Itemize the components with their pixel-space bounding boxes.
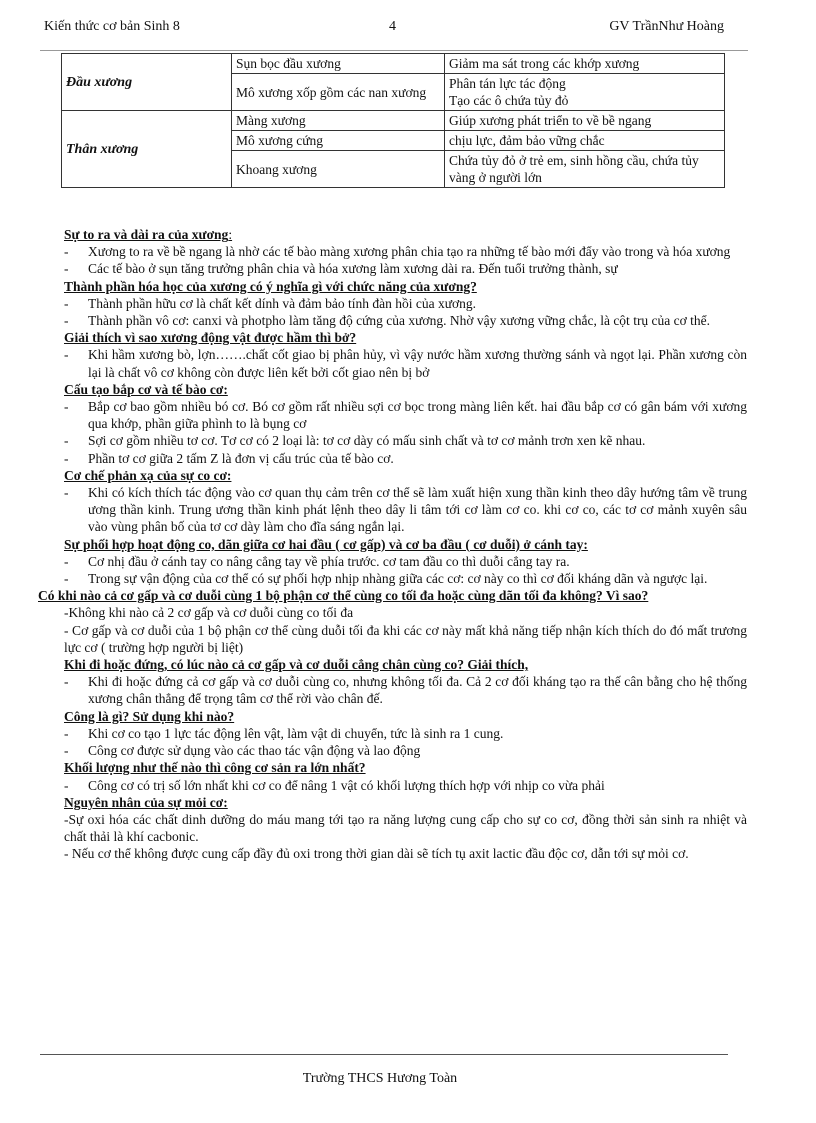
section-heading-text: Giải thích vì sao xương động vật được hầm thì bở? — [64, 330, 357, 346]
section-heading-text: Cơ chế phản xạ của sự co cơ: — [64, 467, 232, 483]
table-part-cell: Đầu xương — [62, 54, 232, 111]
list-item: - Công cơ được sử dụng vào các thao tác vận động và lao động — [64, 742, 747, 759]
section-heading — [64, 794, 747, 811]
page-number: 4 — [389, 19, 396, 34]
section-heading-text: Thành phần hóa học của xương có ý nghĩa gì với chức năng của xương? — [64, 278, 477, 294]
section-heading-text: Nguyên nhân của sự mỏi cơ: — [64, 794, 228, 810]
list-item: - Công cơ có trị số lớn nhất khi cơ co để nâng 1 vật có khối lượng thích hợp với nhịp co vừa phải — [64, 777, 747, 794]
table-function-cell: Chứa tủy đỏ ở trẻ em, sinh hồng cầu, chứa tủy vàng ở người lớn — [445, 151, 725, 188]
table-function-cell: Giảm ma sát trong các khớp xương — [445, 54, 725, 74]
section-heading-suffix: : — [228, 227, 233, 242]
section-heading-text: Công là gì? Sử dụng khi nào? — [64, 708, 235, 724]
bullet-list — [64, 243, 747, 277]
paragraph: - Cơ gấp và cơ duỗi của 1 bộ phận cơ thể cùng duỗi tối đa khi các cơ này mất khả năng tiếp nhận kích thích do đó mất trương lực cơ ( trường hợp người bị liệt) — [64, 622, 747, 655]
list-item: - Phần tơ cơ giữa 2 tấm Z là đơn vị cấu trúc của tế bào cơ. — [64, 450, 747, 467]
list-item: - Khi cơ co tạo 1 lực tác động lên vật, làm vật di chuyển, tức là sinh ra 1 cung. — [64, 725, 747, 742]
header-author: GV TrầnNhư Hoàng — [609, 19, 724, 34]
list-item: - Khi đi hoặc đứng cả cơ gấp và cơ duỗi cùng co, nhưng không tối đa. Cả 2 cơ đối kháng tạo ra thế cân bằng cho hệ thống xương chân thẳng để trọng tâm cơ thể rời vào chân đế. — [64, 673, 747, 707]
page-footer: Trường THCS Hương Toàn — [302, 1071, 458, 1086]
table-function-cell: chịu lực, đảm bảo vững chắc — [445, 131, 725, 151]
table-component-cell: Mô xương xốp gồm các nan xương — [232, 74, 445, 111]
section-heading-text: Sự to ra và dài ra của xương — [64, 227, 229, 242]
footer-divider — [40, 1054, 728, 1055]
bullet-list — [64, 553, 747, 587]
table-component-cell: Màng xương — [232, 111, 445, 131]
table-function-cell: Phân tán lực tác động Tạo các ô chứa tủy đỏ — [445, 74, 725, 111]
section-heading — [38, 587, 747, 604]
section-heading-text: Cấu tạo bắp cơ và tế bào cơ: — [64, 381, 228, 397]
list-item: - Khi có kích thích tác động vào cơ quan thụ cảm trên cơ thể sẽ làm xuất hiện xung thần kinh theo dây hướng tâm về trung ương thần kinh. Trung ương thần kinh phát lệnh theo dây li tâm tới cơ làm cơ co. khi cơ co, các tơ cơ mảnh xuyên sâu vào vùng phân bố của tơ cơ dày làm cho đĩa sáng ngắn lại. — [64, 484, 747, 536]
list-item: - Trong sự vận động của cơ thể có sự phối hợp nhịp nhàng giữa các cơ: cơ này co thì cơ đối kháng dãn và ngược lại. — [64, 570, 747, 587]
page-content — [38, 226, 747, 863]
section-heading — [64, 656, 747, 673]
header-title: Kiến thức cơ bản Sinh 8 — [44, 19, 180, 34]
table-component-cell: Sụn bọc đầu xương — [232, 54, 445, 74]
list-item: - Thành phần vô cơ: canxi và photpho làm tăng độ cứng của xương. Nhờ vậy xương vững chắc, là cột trụ của cơ thể. — [64, 312, 747, 329]
table-part-cell: Thân xương — [62, 111, 232, 188]
table-component-cell: Khoang xương — [232, 151, 445, 188]
paragraph: -Không khi nào cả 2 cơ gấp và cơ duỗi cùng co tối đa — [64, 605, 354, 621]
list-item: - Bắp cơ bao gồm nhiều bó cơ. Bó cơ gồm rất nhiều sợi cơ bọc trong màng liên kết. hai đầu bắp cơ có gân bám với xương qua khớp, phần giữa phình to là bụng cơ — [64, 398, 747, 432]
bullet-list — [64, 398, 747, 467]
bone-structure-table — [61, 53, 725, 188]
list-item: - Thành phần hữu cơ là chất kết dính và đảm bảo tính đàn hồi của xương. — [64, 295, 747, 312]
paragraph: -Sự oxi hóa các chất dinh dưỡng do máu mang tới tạo ra năng lượng cung cấp cho sự co cơ, đồng thời sản sinh ra nhiệt và chất thải là khí cacbonic. — [64, 811, 747, 845]
bullet-list — [64, 295, 747, 329]
bullet-list — [64, 484, 747, 536]
list-item: - Cơ nhị đầu ở cánh tay co nâng cẳng tay về phía trước. cơ tam đầu co thì duỗi cẳng tay ra. — [64, 553, 747, 570]
section-heading — [64, 759, 747, 776]
paragraph: - Nếu cơ thể không được cung cấp đầy đủ oxi trong thời gian dài sẽ tích tụ axit lactic đầu độc cơ, dẫn tới sự mỏi cơ. — [64, 846, 689, 862]
section-heading-text: Sự phối hợp hoạt động co, dãn giữa cơ hai đầu ( cơ gấp) và cơ ba đầu ( cơ duỗi) ở cánh tay: — [64, 536, 588, 552]
section-heading — [64, 278, 747, 295]
list-item: - Xương to ra về bề ngang là nhờ các tế bào màng xương phân chia tạo ra những tế bào mới đẩy vào trong và hóa xương — [64, 243, 747, 260]
section-heading — [64, 708, 747, 725]
bullet-list — [64, 673, 747, 707]
header-divider — [40, 50, 748, 51]
list-item: - Các tế bào ở sụn tăng trưởng phân chia và hóa xương làm xương dài ra. Đến tuổi trưởng thành, sự — [64, 260, 747, 277]
bullet-list — [64, 725, 747, 759]
table-function-cell: Giúp xương phát triển to về bề ngang — [445, 111, 725, 131]
bullet-list — [64, 777, 747, 794]
table-row — [62, 111, 725, 131]
section-heading — [64, 329, 747, 346]
section-heading — [64, 381, 747, 398]
section-heading-text: Khi đi hoặc đứng, có lúc nào cả cơ gấp và cơ duỗi cẳng chân cùng co? Giải thích, — [64, 657, 529, 673]
section-heading-text: Khối lượng như thế nào thì công cơ sản ra lớn nhất? — [64, 760, 366, 776]
table-row — [62, 54, 725, 74]
list-item: - Sợi cơ gồm nhiều tơ cơ. Tơ cơ có 2 loại là: tơ cơ dày có mấu sinh chất và tơ cơ mảnh trơn xen kẽ nhau. — [64, 432, 747, 449]
section-heading — [64, 467, 747, 484]
list-item: - Khi hầm xương bò, lợn…….chất cốt giao bị phân hủy, vì vậy nước hầm xương thường sánh và ngọt lại. Phần xương còn lại là chất vô cơ không còn được liên kết bởi cốt giao nên bị bở — [64, 346, 747, 380]
page-header — [44, 19, 724, 39]
section-heading — [64, 536, 747, 553]
section-heading-text: Có khi nào cả cơ gấp và cơ duỗi cùng 1 bộ phận cơ thể cùng co tối đa hoặc cùng dãn tối đa không? Vì sao? — [38, 588, 649, 604]
table-component-cell: Mô xương cứng — [232, 131, 445, 151]
bullet-list — [64, 346, 747, 380]
section-heading — [64, 226, 747, 243]
